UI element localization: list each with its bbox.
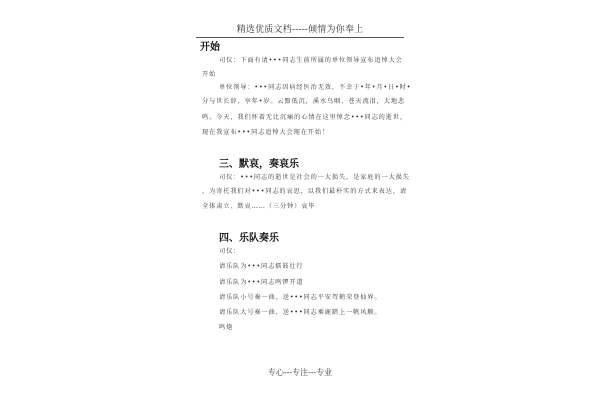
section-title-start: 开始 <box>200 42 220 53</box>
band-line-6: 鸣炮 <box>219 324 234 331</box>
silence-line-1: 司仪：•••同志的逝世是社会的一大损失，是家庭的一大损失 <box>219 174 410 181</box>
start-host-line-2: 开始 <box>202 71 217 78</box>
start-leader-line-4: 现在我宣布•••同志追悼大会现在开始！ <box>202 129 330 136</box>
band-line-4: 请乐队小号奏一曲，送•••同志平安驾鹤荣登仙界。 <box>219 294 382 301</box>
band-line-3: 请乐队为•••同志鸣锣开道 <box>219 279 304 286</box>
page-footer: 专心---专注---专业 <box>267 368 333 377</box>
band-line-1: 司仪： <box>219 248 241 255</box>
page-header: 精选优质文档-----倾情为你奉上 <box>196 22 404 38</box>
start-leader-line-3: 鸣。今天，我们怀着无比沉痛的心情在这里悼念•••同志的逝世， <box>202 114 408 121</box>
section-title-silence: 三、默哀，奏哀乐 <box>219 159 299 170</box>
start-host-line-1: 司仪：下面有请•••同志生前所属的单位领导宣布追悼大会 <box>219 57 403 64</box>
start-leader-line-2: 分与世长辞，享年•岁。云黯低沉，溪水鸟咽，苍天流泪，大地悲 <box>202 98 405 105</box>
start-leader-line-1: 单位领导：•••同志因病经医治无效，不幸于•年•月•日•时• <box>219 84 412 91</box>
band-line-2: 请乐队为•••同志擂鼓壮行 <box>219 263 304 270</box>
silence-line-2: ，为寄托我们对•••同志的哀思，以我们最朴实的方式来表达，请 <box>202 188 408 195</box>
silence-line-3: 全体肃立、默哀……（三分钟）哀毕 <box>202 203 316 210</box>
band-line-5: 请乐队大号奏一曲，送•••同志乘鹿踏上一帆风顺。 <box>219 309 382 316</box>
section-title-band: 四、乐队奏乐 <box>219 233 279 244</box>
